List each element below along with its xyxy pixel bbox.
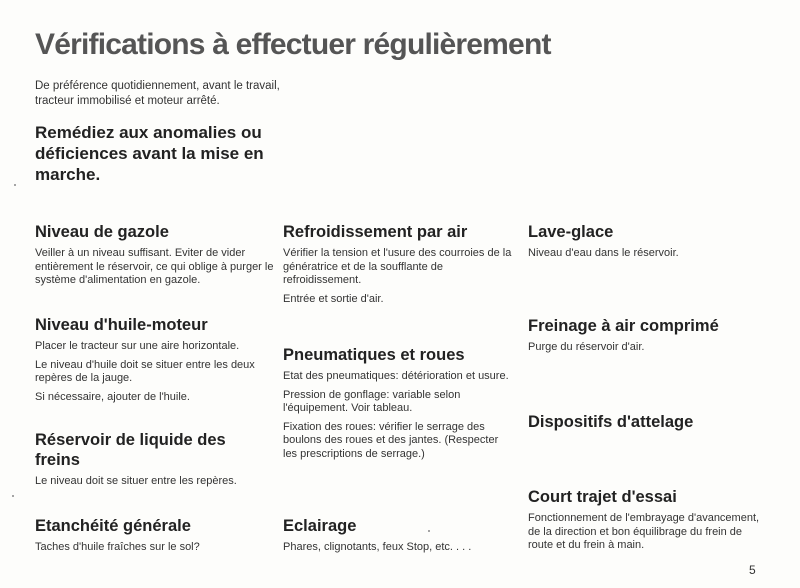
section-heading: Etanchéité générale bbox=[35, 517, 191, 535]
section-paragraph: Fonctionnement de l'embrayage d'avancement, de la direction et bon équilibrage du frein de route et du frein à main. bbox=[528, 512, 760, 551]
section-etancheite bbox=[35, 516, 275, 560]
section-eclairage bbox=[283, 516, 515, 560]
section-paragraph: Vérifier la tension et l'usure des courroies de la génératrice et de la soufflante de refroidissement. bbox=[283, 247, 512, 286]
section-heading: Pneumatiques et roues bbox=[283, 346, 465, 364]
scan-speck bbox=[14, 184, 16, 186]
section-heading: Freinage à air comprimé bbox=[528, 317, 719, 335]
section-paragraph: Entrée et sortie d'air. bbox=[283, 292, 384, 305]
scan-speck bbox=[12, 495, 14, 497]
section-paragraph: Le niveau d'huile doit se situer entre les deux repères de la jauge. bbox=[35, 358, 255, 384]
section-paragraph: Phares, clignotants, feux Stop, etc. . . . bbox=[283, 541, 472, 553]
section-freinage-air bbox=[528, 316, 760, 360]
section-attelage bbox=[528, 412, 760, 437]
section-heading: Lave-glace bbox=[528, 223, 614, 241]
section-paragraph: Pression de gonflage: variable selon l'équipement. Voir tableau. bbox=[283, 388, 461, 414]
page-number: 5 bbox=[749, 563, 756, 577]
intro-text: De préférence quotidiennement, avant le travail, tracteur immobilisé et moteur arrêté. bbox=[35, 80, 280, 107]
section-paragraph: Veiller à un niveau suffisant. Eviter de vider entièrement le réservoir, ce qui oblige à purger le système d'alimentation en gazole. bbox=[35, 247, 274, 286]
page-title: Vérifications à effectuer régulièrement bbox=[35, 28, 551, 61]
section-niveau-gazole bbox=[35, 222, 275, 293]
section-heading: Refroidissement par air bbox=[283, 223, 468, 241]
section-lave-glace bbox=[528, 222, 760, 266]
section-reservoir-freins bbox=[35, 430, 275, 494]
section-refroidissement bbox=[283, 222, 515, 311]
section-heading: Niveau de gazole bbox=[35, 223, 169, 241]
section-niveau-huile bbox=[35, 315, 275, 409]
section-pneumatiques bbox=[283, 345, 515, 466]
section-heading: Eclairage bbox=[283, 517, 357, 535]
section-heading: Réservoir de liquide des freins bbox=[35, 431, 226, 469]
scan-speck bbox=[428, 530, 430, 532]
callout-heading: Remédiez aux anomalies ou déficiences avant la mise en marche. bbox=[35, 123, 264, 184]
section-paragraph: Fixation des roues: vérifier le serrage des boulons des roues et des jantes. (Respecter les prescriptions de serrage.) bbox=[283, 420, 499, 460]
section-trajet-essai bbox=[528, 487, 760, 558]
section-heading: Dispositifs d'attelage bbox=[528, 413, 694, 431]
section-paragraph: Si nécessaire, ajouter de l'huile. bbox=[35, 390, 190, 403]
section-heading: Niveau d'huile-moteur bbox=[35, 316, 208, 334]
section-paragraph: Taches d'huile fraîches sur le sol? bbox=[35, 541, 200, 553]
section-paragraph: Etat des pneumatiques: détérioration et usure. bbox=[283, 370, 509, 382]
section-paragraph: Niveau d'eau dans le réservoir. bbox=[528, 247, 679, 259]
section-paragraph: Le niveau doit se situer entre les repères. bbox=[35, 475, 237, 487]
section-paragraph: Placer le tracteur sur une aire horizontale. bbox=[35, 340, 240, 352]
section-heading: Court trajet d'essai bbox=[528, 488, 677, 506]
section-paragraph: Purge du réservoir d'air. bbox=[528, 341, 645, 353]
